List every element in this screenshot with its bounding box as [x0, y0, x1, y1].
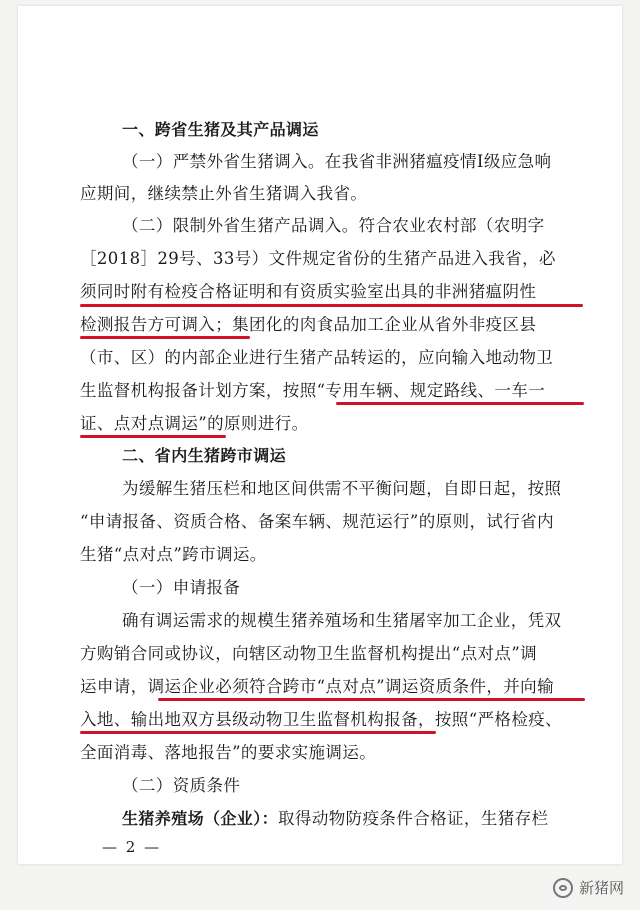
text-line: “申请报备、资质合格、备案车辆、规范运行”的原则，试行省内 [80, 512, 554, 531]
text-line: 检测报告方可调入；集团化的肉食品加工企业从省外非疫区县 [80, 315, 537, 334]
text-line: 生猪“点对点”跨市调运。 [80, 545, 267, 564]
text-span: 取得动物防疫条件合格证，生猪存栏 [278, 809, 549, 828]
wechat-icon [553, 878, 573, 898]
text-line: 生监督机构报备计划方案，按照“专用车辆、规定路线、一车一 [80, 381, 546, 400]
text-line: （一）严禁外省生猪调入。在我省非洲猪瘟疫情Ⅰ级应急响 [122, 152, 552, 171]
subsection-title: （二）资质条件 [122, 776, 241, 795]
red-underline [158, 698, 585, 701]
text-line: （市、区）的内部企业进行生猪产品转运的，应向输入地动物卫 [80, 348, 554, 367]
red-underline [336, 402, 584, 405]
text-line: 运申请，调运企业必须符合跨市“点对点”调运资质条件，并向输 [80, 677, 554, 696]
text-line: 证、点对点调运”的原则进行。 [80, 414, 309, 433]
red-underline [80, 731, 436, 734]
red-underline [80, 304, 583, 307]
section-title: 一、跨省生猪及其产品调运 [122, 120, 319, 139]
text-line: 确有调运需求的规模生猪养殖场和生猪屠宰加工企业，凭双 [122, 611, 562, 630]
bold-label: 生猪养殖场（企业）： [122, 809, 279, 828]
text-line: 应期间，继续禁止外省生猪调入我省。 [80, 184, 368, 203]
page-number: — 2 — [102, 838, 162, 856]
red-underline [80, 336, 250, 339]
text-line: 入地、输出地双方县级动物卫生监督机构报备，按照“严格检疫、 [80, 710, 563, 729]
text-line: （二）限制外省生猪产品调入。符合农业农村部（农明字 [122, 216, 545, 235]
watermark-text: 新猪网 [578, 879, 624, 897]
section-title: 二、省内生猪跨市调运 [122, 446, 287, 465]
text-line: ［2018］29号、33号）文件规定省份的生猪产品进入我省，必 [80, 249, 556, 268]
text-line: 为缓解生猪压栏和地区间供需不平衡问题，自即日起，按照 [122, 479, 562, 498]
red-underline [80, 435, 226, 438]
document-page [18, 6, 622, 864]
text-line: 须同时附有检疫合格证明和有资质实验室出具的非洲猪瘟阴性 [80, 282, 537, 301]
text-line: 全面消毒、落地报告”的要求实施调运。 [80, 743, 377, 762]
subsection-title: （一）申请报备 [122, 578, 241, 597]
watermark [553, 877, 624, 898]
text-line [122, 809, 548, 829]
text-line: 方购销合同或协议，向辖区动物卫生监督机构提出“点对点”调 [80, 644, 538, 663]
